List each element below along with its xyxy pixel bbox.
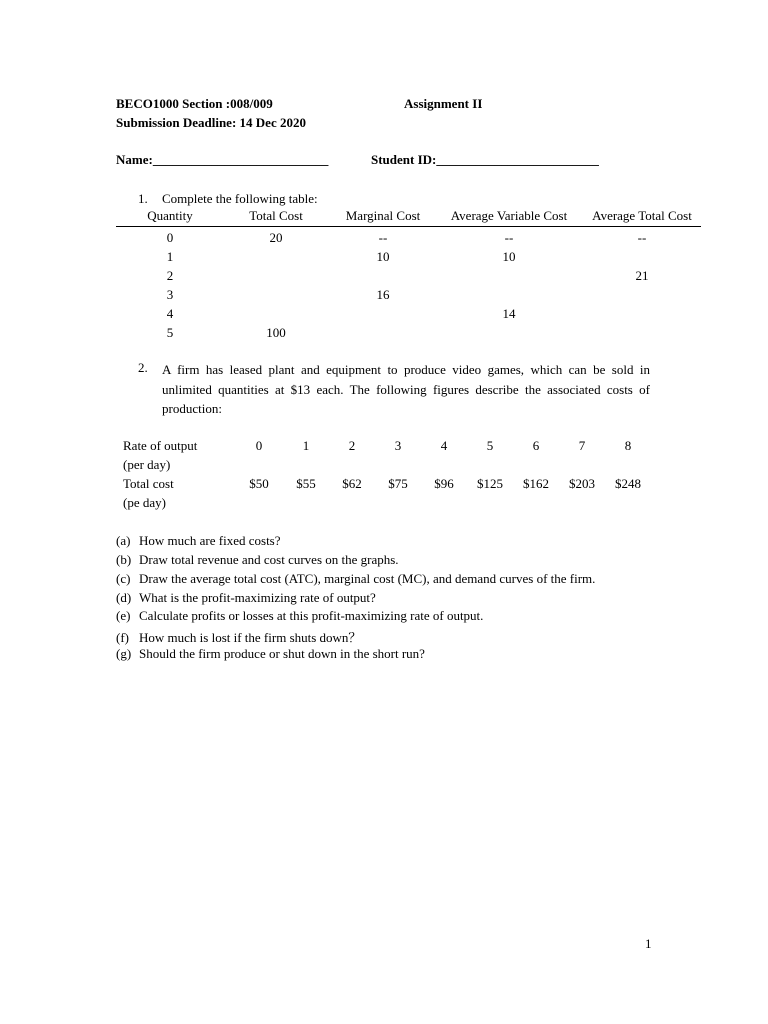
output-value: 7 — [578, 438, 586, 453]
part-label: (d) — [116, 590, 132, 605]
list-item — [116, 608, 483, 624]
output-value: 0 — [255, 438, 263, 453]
table-row — [116, 249, 701, 268]
col-header-total-cost: Total Cost — [249, 208, 303, 223]
col-header-atc: Average Total Cost — [592, 208, 692, 223]
cell-quantity: 3 — [166, 287, 174, 302]
course-section: BECO1000 Section :008/009 — [116, 96, 273, 111]
part-text: What is the profit-maximizing rate of output? — [139, 590, 376, 605]
cell-atc: -- — [637, 230, 647, 245]
cost-value: $62 — [342, 476, 362, 491]
cost-label: Total cost — [123, 476, 174, 491]
part-text: How much is lost if the firm shuts down？ — [139, 630, 362, 645]
cell-marginal-cost: 10 — [376, 249, 390, 264]
page-number: 1 — [645, 936, 652, 951]
q1-prompt: Complete the following table: — [162, 191, 318, 206]
col-header-quantity: Quantity — [147, 208, 193, 223]
cost-value: $75 — [388, 476, 408, 491]
cell-marginal-cost: -- — [378, 230, 388, 245]
part-text: Calculate profits or losses at this profit-maximizing rate of output. — [139, 608, 484, 623]
part-label: (g) — [116, 646, 132, 661]
cell-avc: 10 — [502, 249, 516, 264]
table-row — [116, 268, 701, 287]
q2-text: A firm has leased plant and equipment to produce video games, which can be sold in unlimited quantities at $13 each. The following figures describe the associated costs of production: — [162, 362, 650, 416]
cost-label-unit: (pe day) — [123, 495, 166, 510]
cost-value: $162 — [523, 476, 549, 491]
cost-value: $125 — [477, 476, 503, 491]
cell-total-cost: 20 — [269, 230, 283, 245]
table-header-rule — [116, 226, 701, 227]
student-id-field: Student ID:_________________________ — [371, 152, 599, 167]
cell-quantity: 1 — [166, 249, 174, 264]
output-value: 4 — [440, 438, 448, 453]
part-text: Draw total revenue and cost curves on the graphs. — [139, 552, 399, 567]
table-row — [116, 325, 701, 344]
list-item — [116, 646, 425, 662]
part-label: (f) — [116, 630, 129, 645]
part-text: How much are fixed costs? — [139, 533, 281, 548]
part-text: Draw the average total cost (ATC), marginal cost (MC), and demand curves of the firm. — [139, 571, 596, 586]
list-item — [116, 571, 595, 587]
part-label: (c) — [116, 571, 131, 586]
output-value: 3 — [394, 438, 402, 453]
cell-total-cost: 100 — [266, 325, 286, 340]
cell-quantity: 5 — [166, 325, 174, 340]
list-item — [116, 590, 376, 606]
col-header-avc: Average Variable Cost — [450, 208, 568, 223]
rate-label: Rate of output — [123, 438, 198, 453]
part-label: (a) — [116, 533, 131, 548]
cost-value: $248 — [615, 476, 641, 491]
cell-quantity: 0 — [166, 230, 174, 245]
submission-deadline: Submission Deadline: 14 Dec 2020 — [116, 115, 306, 130]
name-field: Name:___________________________ — [116, 152, 329, 167]
output-value: 6 — [532, 438, 540, 453]
cell-atc: 21 — [635, 268, 649, 283]
output-value: 2 — [348, 438, 356, 453]
cell-avc: 14 — [502, 306, 516, 321]
col-header-marginal-cost: Marginal Cost — [345, 208, 421, 223]
part-text: Should the firm produce or shut down in the short run? — [139, 646, 425, 661]
output-value: 5 — [486, 438, 494, 453]
list-item — [116, 552, 399, 568]
cost-value: $203 — [569, 476, 595, 491]
cell-avc: -- — [504, 230, 514, 245]
cell-quantity: 2 — [166, 268, 174, 283]
output-value: 1 — [302, 438, 310, 453]
q1-number: 1. — [138, 191, 148, 206]
assignment-title: Assignment II — [404, 96, 483, 111]
list-item — [116, 533, 281, 549]
q2-number: 2. — [138, 360, 148, 375]
output-value: 8 — [624, 438, 632, 453]
table-row — [116, 306, 701, 325]
part-label: (b) — [116, 552, 132, 567]
table-row — [116, 230, 701, 249]
list-item — [116, 627, 361, 646]
cost-value: $55 — [296, 476, 316, 491]
cell-marginal-cost: 16 — [376, 287, 390, 302]
table-row — [116, 287, 701, 306]
cell-quantity: 4 — [166, 306, 174, 321]
cost-value: $50 — [249, 476, 269, 491]
cost-value: $96 — [434, 476, 454, 491]
part-label: (e) — [116, 608, 131, 623]
rate-label-unit: (per day) — [123, 457, 171, 472]
